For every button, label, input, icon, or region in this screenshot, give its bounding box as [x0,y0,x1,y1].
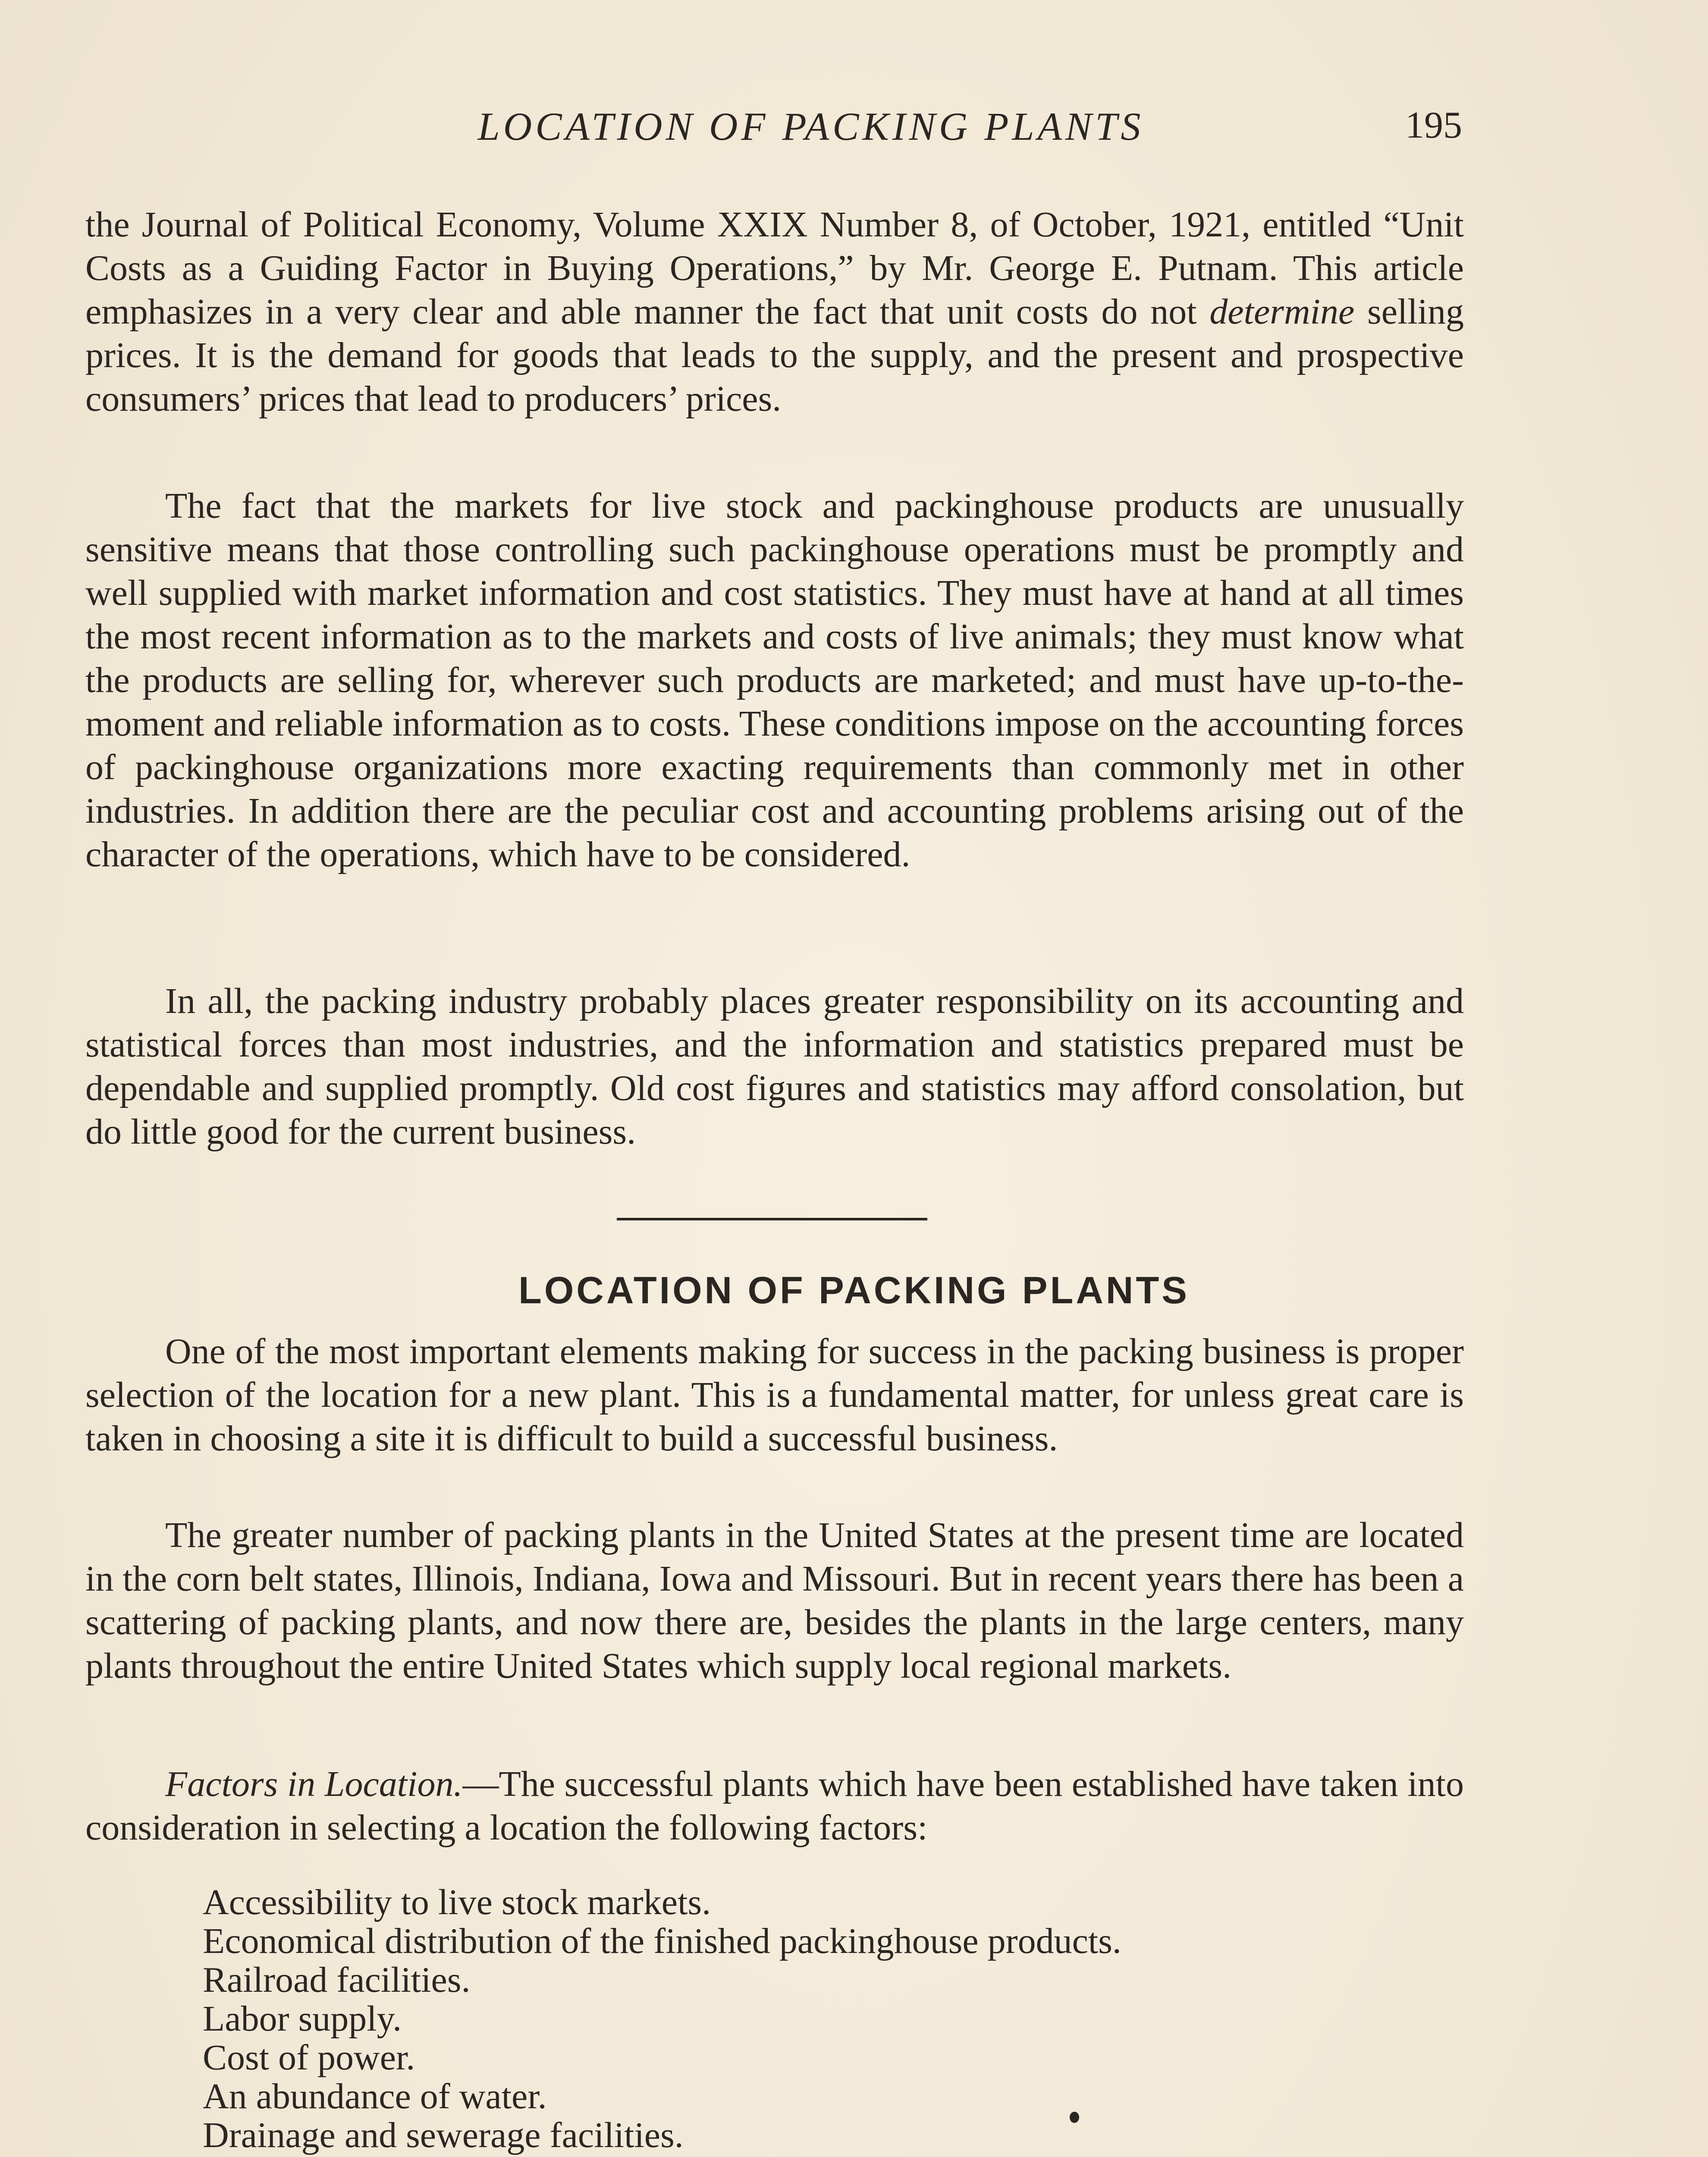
factor-list [203,1883,1497,2155]
list-item: Accessibility to live stock markets. [203,1882,711,1922]
paragraph-4 [85,1330,1464,1460]
ink-speck [1070,2112,1079,2123]
list-item: Railroad facilities. [203,1960,471,2000]
running-head [0,104,1708,155]
paragraph-4-text: One of the most important elements making for success in the packing business is proper selection of the location for a new plant. This is a fundamental matter, for unless great care is taken in choosing a site it is difficult to build a successful business. [85,1331,1464,1459]
paragraph-2 [85,484,1464,876]
paragraph-6 [85,1762,1464,1849]
section-divider [617,1218,927,1220]
paragraph-1 [85,203,1464,421]
paragraph-1-emphasis: determine [1209,292,1355,332]
list-item: Labor supply. [203,1999,402,2039]
list-item: Economical distribution of the finished packinghouse products. [203,1921,1121,1961]
paragraph-3 [85,979,1464,1154]
paragraph-2-text: The fact that the markets for live stock and packinghouse products are unusually sensitive means that those controlling such packinghouse operations must be promptly and well supplied with market information and cost statistics. They must have at hand at all times the most recent information as to the markets and costs of live animals; they must know what the products are selling for, wherever such products are marketed; and must have up-to-the-moment and reliable information as to costs. These conditions impose on the accounting forces of packinghouse organizations more exacting requirements than commonly met in other industries. In addition there are the peculiar cost and accounting problems arising out of the character of the operations, which have to be considered. [85,486,1464,874]
paragraph-6-text: —The successful plants which have been established have taken into consideration in selecting a location the following factors: [85,1764,1464,1848]
section-heading: LOCATION OF PACKING PLANTS [518,1269,1190,1311]
paragraph-1-text: the Journal of Political Economy, Volume XXIX Number 8, of October, 1921, entitled “Unit Costs as a Guiding Factor in Buying Operations,” by Mr. George E. Putnam. This article emphasizes in a very clear and able manner the fact that unit costs do not [85,204,1464,332]
paragraph-5 [85,1513,1464,1688]
running-title: LOCATION OF PACKING PLANTS [477,104,1144,148]
paragraph-5-text: The greater number of packing plants in the United States at the present time are located in the corn belt states, Illinois, Indiana, Iowa and Missouri. But in recent years there has been a scattering of packing plants, and now there are, besides the plants in the large centers, many plants throughout the entire United States which supply local regional markets. [85,1515,1464,1686]
list-item: An abundance of water. [203,2076,547,2116]
paragraph-1-tail: selling prices. It is the demand for goods that leads to the supply, and the present and prospective consumers’ prices that lead to producers’ prices. [85,292,1464,419]
list-item: Cost of power. [203,2038,415,2078]
factors-runin-heading: Factors in Location. [165,1764,463,1804]
list-item: Drainage and sewerage facilities. [203,2115,684,2155]
page-number: 195 [1405,104,1462,146]
paragraph-3-text: In all, the packing industry probably places greater responsibility on its accounting and statistical forces than most industries, and the information and statistics prepared must be dependable and supplied promptly. Old cost figures and statistics may afford consolation, but do little good for the current business. [85,981,1464,1152]
